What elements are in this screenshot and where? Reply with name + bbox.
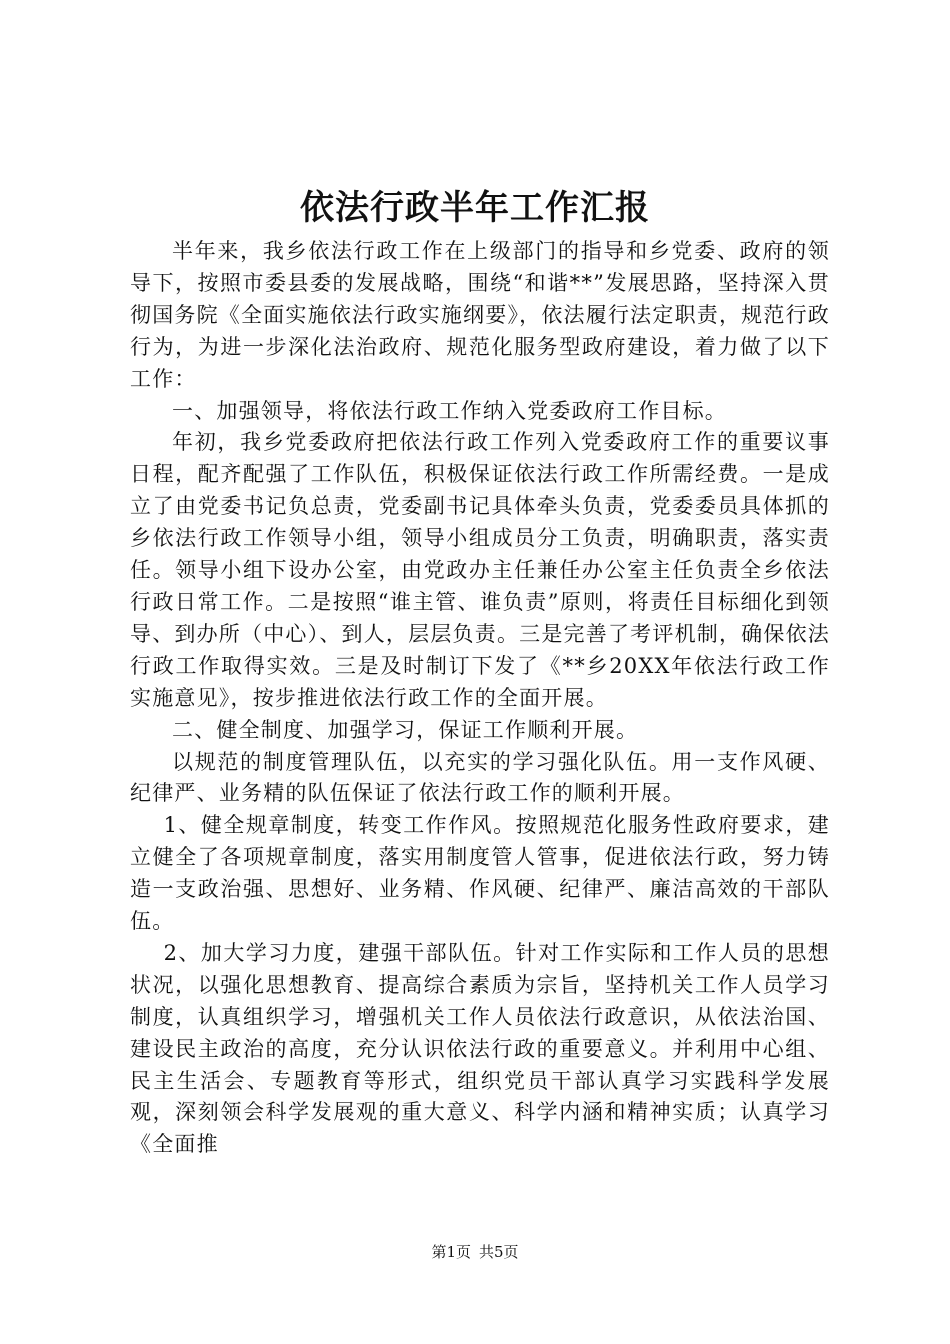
paragraph-item-1: 1、健全规章制度，转变工作作风。按照规范化服务性政府要求，建立健全了各项规章制度，落实用制度管人管事，促进依法行政，努力铸造一支政治强、思想好、业务精、作风硬、纪律严、廉洁高效的干部队伍。 [130, 813, 830, 934]
page-number: 第1页 [431, 1243, 471, 1261]
document-title: 依法行政半年工作汇报 [300, 188, 650, 228]
section-heading-1: 一、加强领导，将依法行政工作纳入党委政府工作目标。 [172, 398, 727, 423]
paragraph-section-2: 以规范的制度管理队伍，以充实的学习强化队伍。用一支作风硬、纪律严、业务精的队伍保证了依法行政工作的顺利开展。 [130, 749, 830, 806]
paragraph-intro: 半年来，我乡依法行政工作在上级部门的指导和乡党委、政府的领导下，按照市委县委的发展战略，围绕“和谐**”发展思路，坚持深入贯彻国务院《全面实施依法行政实施纲要》，依法履行法定职责，规范行政行为，为进一步深化法治政府、规范化服务型政府建设，着力做了以下工作： [130, 239, 830, 391]
section-heading-2: 二、健全制度、加强学习，保证工作顺利开展。 [172, 717, 639, 742]
page-footer [0, 1240, 950, 1264]
paragraph-item-2: 2、加大学习力度，建强干部队伍。针对工作实际和工作人员的思想状况，以强化思想教育、提高综合素质为宗旨，坚持机关工作人员学习制度，认真组织学习，增强机关工作人员依法行政意识，从依法治国、建设民主政治的高度，充分认识依法行政的重要意义。并利用中心组、民主生活会、专题教育等形式，组织党员干部认真学习实践科学发展观，深刻领会科学发展观的重大意义、科学内涵和精神实质；认真学习《全面推 [130, 940, 830, 1157]
page-total: 共5页 [479, 1243, 519, 1261]
paragraph-section-1: 年初，我乡党委政府把依法行政工作列入党委政府工作的重要议事日程，配齐配强了工作队伍，积极保证依法行政工作所需经费。一是成立了由党委书记负总责，党委副书记具体牵头负责，党委委员具体抓的乡依法行政工作领导小组，领导小组成员分工负责，明确职责，落实责任。领导小组下设办公室，由党政办主任兼任办公室主任负责全乡依法行政日常工作。二是按照“谁主管、谁负责”原则，将责任目标细化到领导、到办所（中心）、到人，层层负责。三是完善了考评机制，确保依法行政工作取得实效。三是及时制订下发了《**乡20XX年依法行政工作实施意见》，按步推进依法行政工作的全面开展。 [130, 430, 830, 710]
document-body [130, 236, 830, 1161]
